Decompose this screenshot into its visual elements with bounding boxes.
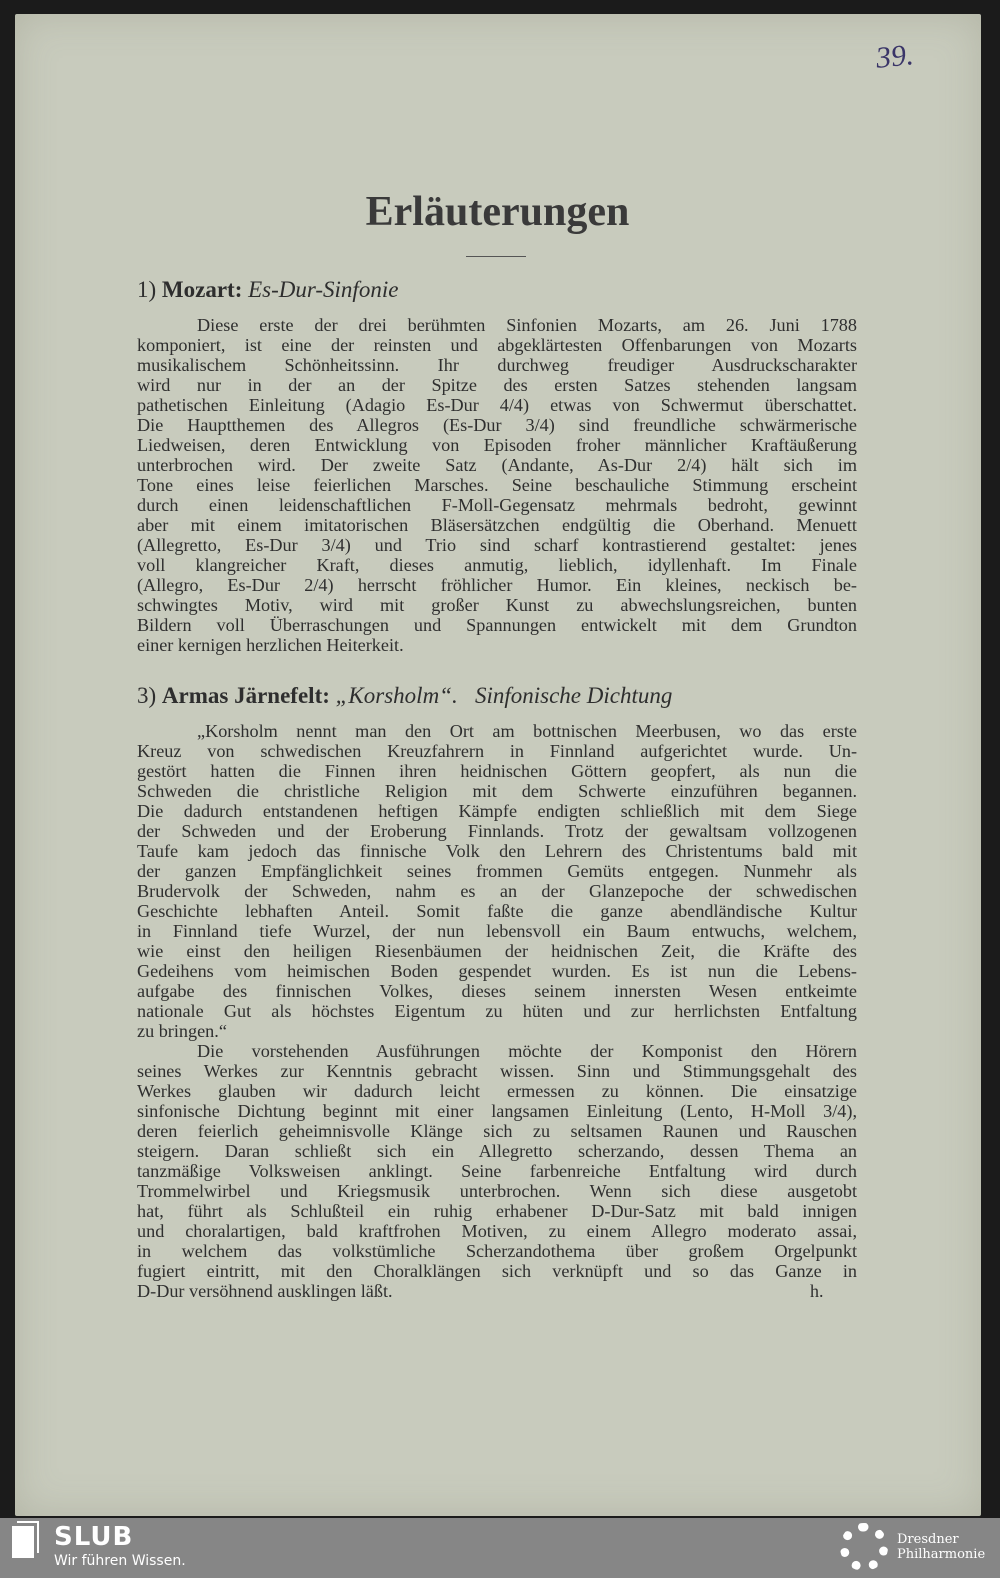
folio-number: 39. <box>874 38 916 75</box>
text-line: unterbrochen wird. Der zweite Satz (Andante, As-Dur 2/4) hält sich im <box>137 455 857 475</box>
text-line: und choralartigen, bald kraftfrohen Motiven, zu einem Allegro moderato assai, <box>137 1221 857 1241</box>
section-body-mozart <box>137 315 857 655</box>
text-line: Taufe kam jedoch das finnische Volk den Lehrern des Christentums bald mit <box>137 841 857 861</box>
composer-name: Mozart: <box>161 277 243 302</box>
text-line: aufgabe des finnischen Volkes, dieses seinem innersten Wesen entkeimte <box>137 981 857 1001</box>
text-line: Gedeihens vom heimischen Boden gespendet wurden. Es ist nun die Lebens- <box>137 961 857 981</box>
work-title: Es-Dur-Sinfonie <box>248 277 399 302</box>
text-line: Tone eines leise feierlichen Marsches. Seine beschauliche Stimmung erscheint <box>137 475 857 495</box>
text-line: durch einen leidenschaftlichen F-Moll-Gegensatz mehrmals bedroht, gewinnt <box>137 495 857 515</box>
text-line: musikalischem Schönheitssinn. Ihr durchweg freudiger Ausdruckscharakter <box>137 355 857 375</box>
viewer-footer <box>0 1518 1000 1578</box>
philharmonie-name <box>897 1532 985 1562</box>
slub-tagline: Wir führen Wissen. <box>54 1553 186 1569</box>
text-line: Brudervolk der Schweden, nahm es an der Glanzepoche der schwedischen <box>137 881 857 901</box>
philharmonie-logo-icon <box>840 1523 888 1571</box>
work-subtitle: Sinfonische Dichtung <box>474 683 673 708</box>
text-line: fugiert eintritt, mit den Choralklängen sich verknüpft und so das Ganze in <box>137 1261 857 1281</box>
text-line: zu bringen.“ <box>137 1021 227 1041</box>
text-line: Die vorstehenden Ausführungen möchte der Komponist den Hörern <box>197 1041 857 1061</box>
text-line: Schweden die christliche Religion mit dem Schwerte einzuführen begannen. <box>137 781 857 801</box>
page-title: Erläuterungen <box>365 189 630 235</box>
section-number: 1) <box>137 277 157 302</box>
work-title: „Korsholm“. <box>335 683 458 708</box>
text-line: deren feierlich geheimnisvolle Klänge sich zu seltsamen Raunen und Rauschen <box>137 1121 857 1141</box>
text-line: (Allegro, Es-Dur 2/4) herrscht fröhlicher Humor. Ein kleines, neckisch be- <box>137 575 857 595</box>
text-line: der ganzen Empfänglichkeit seines frommen Gemüts entgegen. Nunmehr als <box>137 861 857 881</box>
text-line: wie einst den heiligen Riesenbäumen der heidnischen Zeit, die Kräfte des <box>137 941 857 961</box>
text-line: Liedweisen, deren Entwicklung von Episoden froher männlicher Kraftäußerung <box>137 435 857 455</box>
text-line: steigern. Daran schließt sich ein Allegretto scherzando, dessen Thema an <box>137 1141 857 1161</box>
text-line: einer kernigen herzlichen Heiterkeit. <box>137 635 404 655</box>
text-line: Diese erste der drei berühmten Sinfonien Mozarts, am 26. Juni 1788 <box>197 315 857 335</box>
text-line: seines Werkes zur Kenntnis gebracht wissen. Sinn und Stimmungsgehalt des <box>137 1061 857 1081</box>
text-line: Die dadurch entstandenen heftigen Kämpfe endigten schließlich mit dem Siege <box>137 801 857 821</box>
text-line: wird nur in der an der Spitze des ersten Satzes stehenden langsam <box>137 375 857 395</box>
text-line: hat, führt als Schlußteil ein ruhig erhabener D-Dur-Satz mit bald innigen <box>137 1201 857 1221</box>
text-line: (Allegretto, Es-Dur 3/4) und Trio sind scharf kontrastierend gestaltet: jenes <box>137 535 857 555</box>
text-line: pathetischen Einleitung (Adagio Es-Dur 4/4) etwas von Schwermut überschattet. <box>137 395 857 415</box>
author-signature: h. <box>810 1281 824 1301</box>
text-line: Trommelwirbel und Kriegsmusik unterbrochen. Wenn sich diese ausgetobt <box>137 1181 857 1201</box>
text-line: Geschichte lebhaften Anteil. Somit faßte die ganze abendländische Kultur <box>137 901 857 921</box>
text-line: in Finnland tiefe Wurzel, der nun lebensvoll ein Baum entwuchs, welchem, <box>137 921 857 941</box>
text-line: Bildern voll Überraschungen und Spannungen entwickelt mit dem Grundton <box>137 615 857 635</box>
section-body-jarnefelt <box>137 721 857 1301</box>
section-heading-mozart <box>137 277 398 303</box>
text-line: der Schweden und der Eroberung Finnlands. Trotz der gewaltsam vollzogenen <box>137 821 857 841</box>
text-line: „Korsholm nennt man den Ort am bottnischen Meerbusen, wo das erste <box>197 721 857 741</box>
title-divider <box>466 256 526 257</box>
text-line: sinfonische Dichtung beginnt mit einer langsamen Einleitung (Lento, H-Moll 3/4), <box>137 1101 857 1121</box>
text-line: voll klangreicher Kraft, dieses anmutig, lieblich, idyllenhaft. Im Finale <box>137 555 857 575</box>
text-line: schwingtes Motiv, wird mit großer Kunst zu abwechslungsreichen, bunten <box>137 595 857 615</box>
text-line: Werkes glauben wir dadurch leicht ermessen zu können. Die einsatzige <box>137 1081 857 1101</box>
section-number: 3) <box>137 683 157 708</box>
slub-book-icon <box>12 1526 34 1558</box>
partner-line1: Dresdner <box>897 1532 959 1547</box>
text-line: nationale Gut als höchstes Eigentum zu hüten und zur herrlichsten Entfaltung <box>137 1001 857 1021</box>
section-heading-jarnefelt <box>137 683 672 709</box>
text-line: aber mit einem imitatorischen Bläsersätzchen endgültig die Oberhand. Menuett <box>137 515 857 535</box>
text-line: D-Dur versöhnend ausklingen läßt. <box>137 1281 393 1301</box>
text-line: Kreuz von schwedischen Kreuzfahrern in Finnland aufgerichtet wurde. Un- <box>137 741 857 761</box>
partner-line2: Philharmonie <box>897 1547 986 1562</box>
text-line: gestört hatten die Finnen ihren heidnischen Göttern geopfert, als nun die <box>137 761 857 781</box>
composer-name: Armas Järnefelt: <box>161 683 330 708</box>
text-line: komponiert, ist eine der reinsten und abgeklärtesten Offenbarungen von Mozarts <box>137 335 857 355</box>
text-line: tanzmäßige Volksweisen anklingt. Seine farbenreiche Entfaltung wird durch <box>137 1161 857 1181</box>
text-line: Die Hauptthemen des Allegros (Es-Dur 3/4) sind freundliche schwärmerische <box>137 415 857 435</box>
text-line: in welchem das volkstümliche Scherzandothema über großem Orgelpunkt <box>137 1241 857 1261</box>
slub-logo-name: SLUB <box>54 1522 134 1552</box>
